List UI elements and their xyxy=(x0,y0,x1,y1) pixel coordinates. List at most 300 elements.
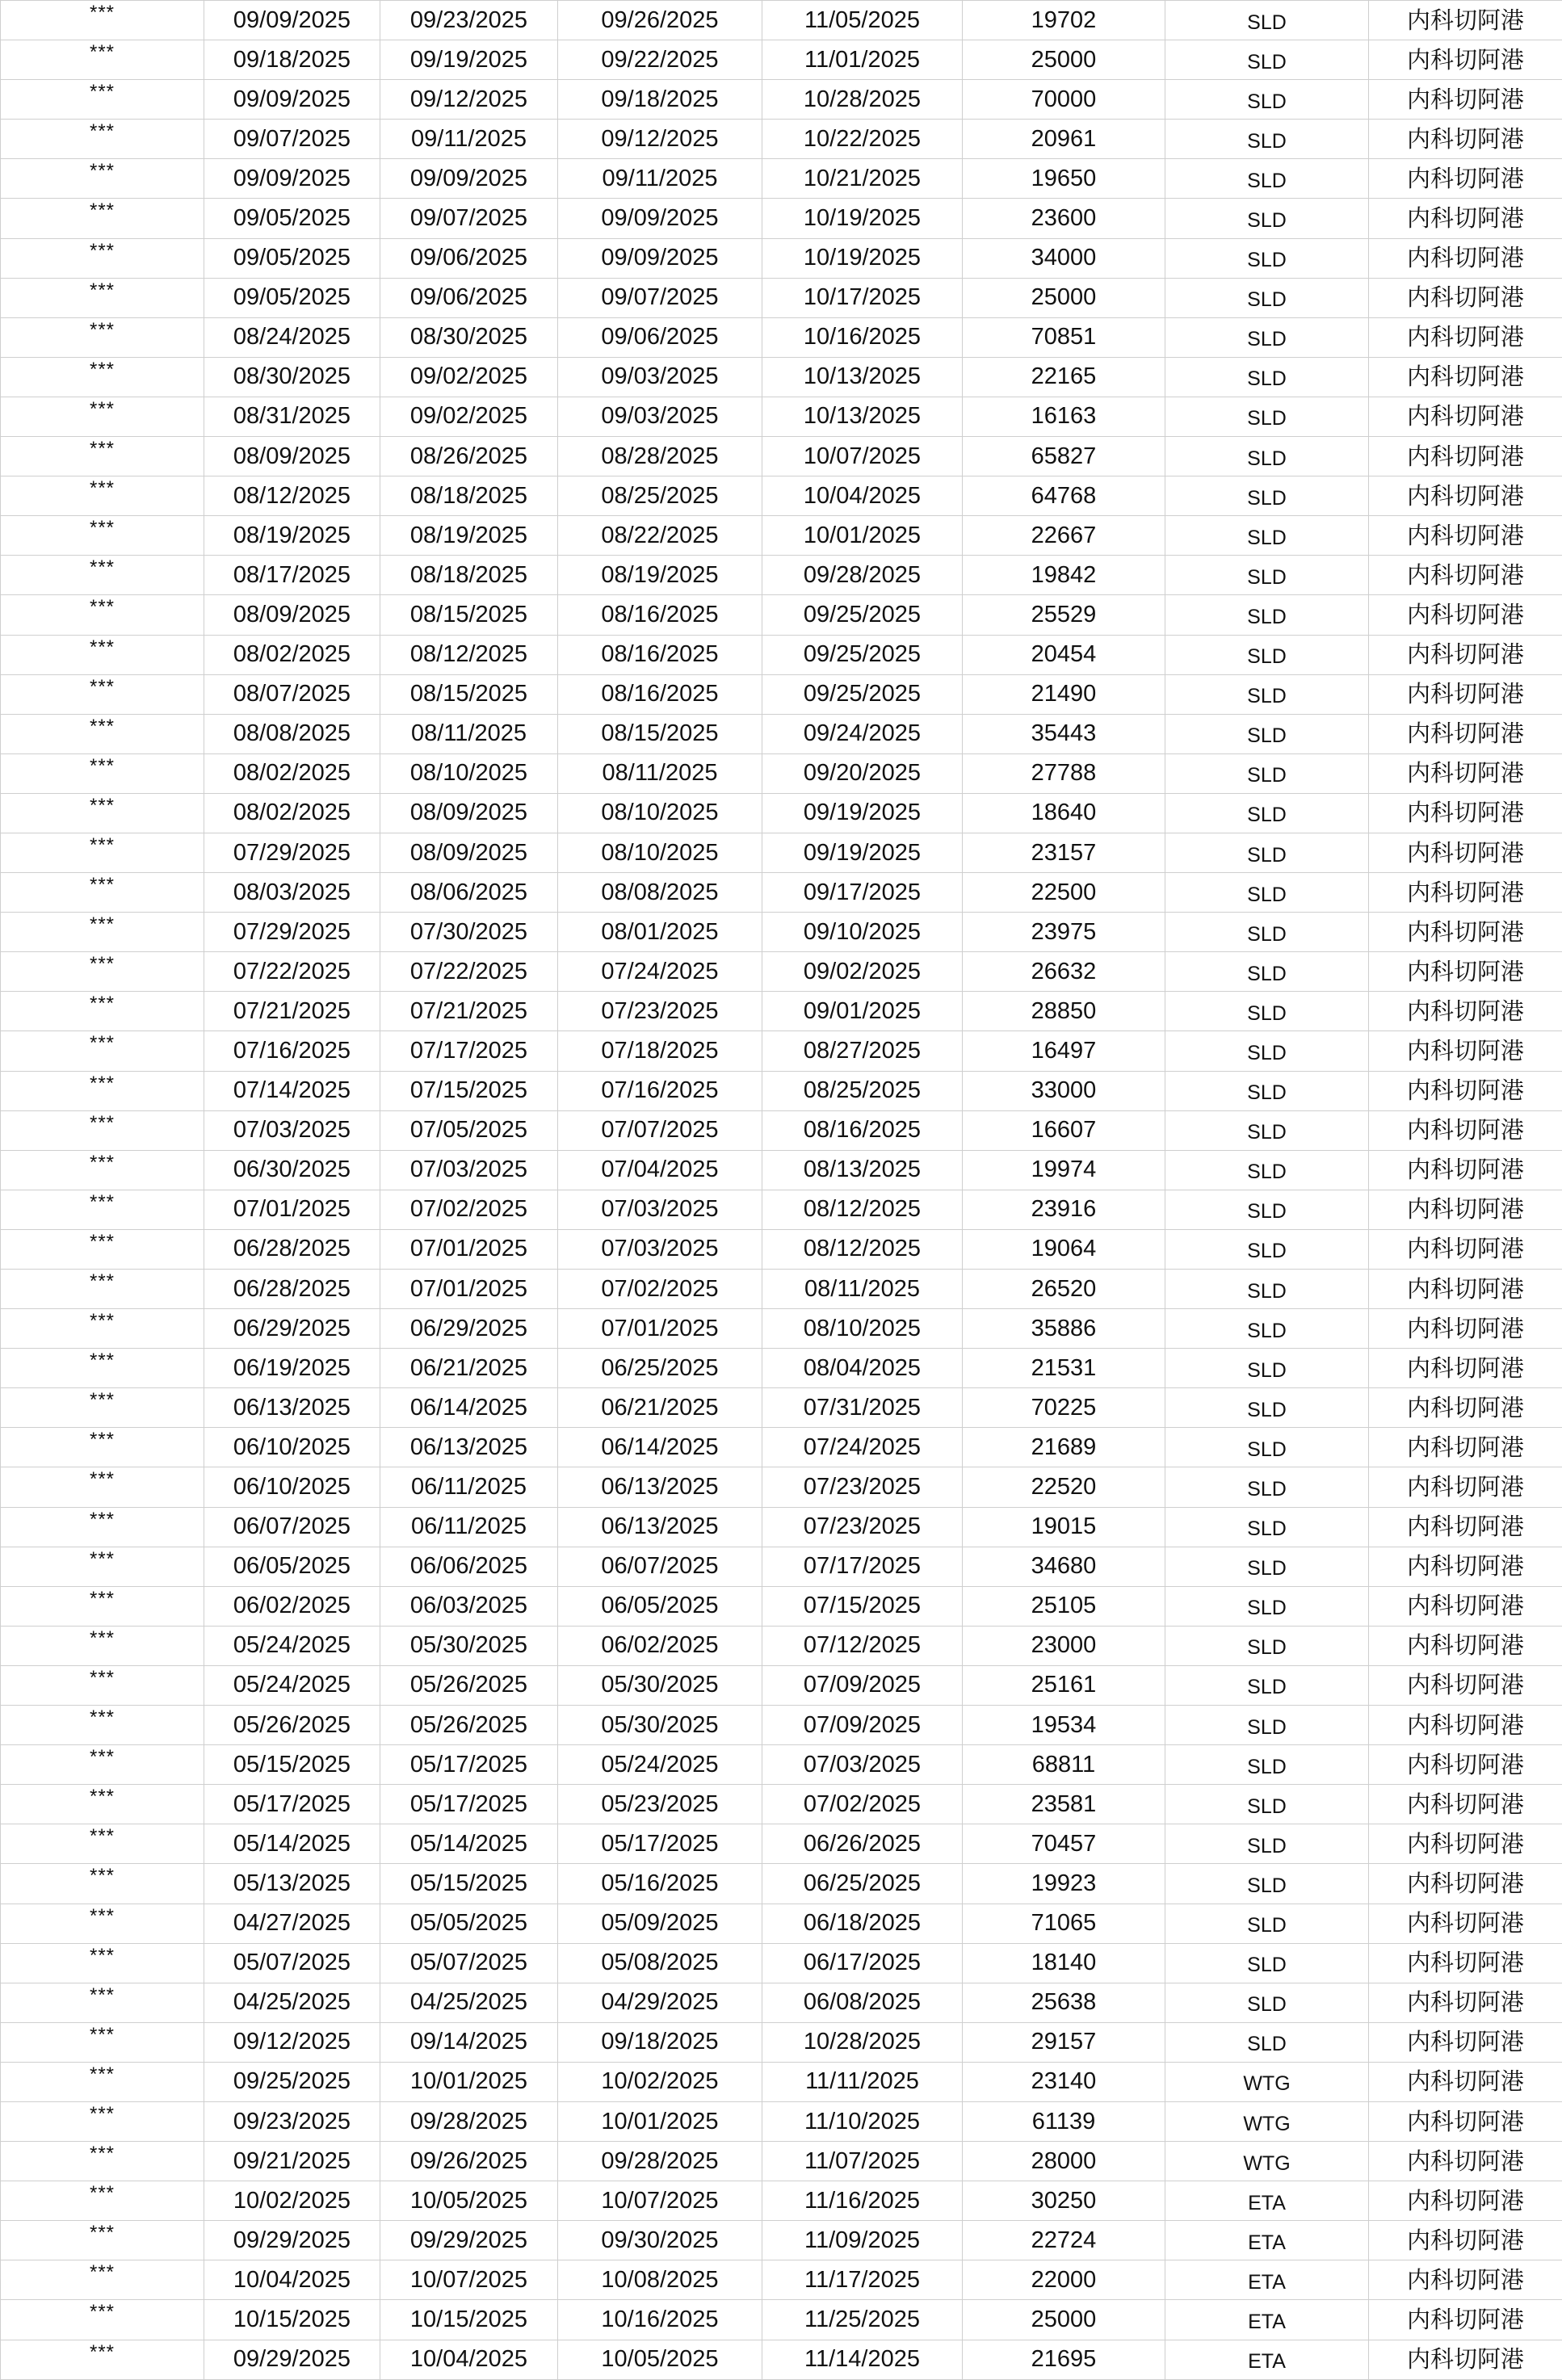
date-4-cell[interactable]: 10/07/2025 xyxy=(762,437,963,476)
date-4-cell[interactable]: 11/05/2025 xyxy=(762,1,963,40)
quantity-cell[interactable]: 28850 xyxy=(963,992,1165,1031)
masked-id-cell[interactable]: *** xyxy=(1,1428,204,1467)
date-3-cell[interactable]: 05/23/2025 xyxy=(558,1785,762,1824)
date-3-cell[interactable]: 07/23/2025 xyxy=(558,992,762,1031)
date-3-cell[interactable]: 09/03/2025 xyxy=(558,397,762,436)
masked-id-cell[interactable]: *** xyxy=(1,1270,204,1309)
date-4-cell[interactable]: 11/11/2025 xyxy=(762,2062,963,2101)
status-cell[interactable]: SLD xyxy=(1165,159,1369,199)
status-cell[interactable]: SLD xyxy=(1165,556,1369,595)
route-cell[interactable]: 内科切阿港 xyxy=(1369,1071,1562,1110)
status-cell[interactable]: SLD xyxy=(1165,1428,1369,1467)
date-3-cell[interactable]: 08/16/2025 xyxy=(558,635,762,674)
date-2-cell[interactable]: 08/11/2025 xyxy=(380,714,558,753)
route-cell[interactable]: 内科切阿港 xyxy=(1369,1507,1562,1547)
date-4-cell[interactable]: 11/14/2025 xyxy=(762,2340,963,2379)
date-3-cell[interactable]: 06/02/2025 xyxy=(558,1626,762,1665)
date-3-cell[interactable]: 05/09/2025 xyxy=(558,1904,762,1943)
date-1-cell[interactable]: 05/24/2025 xyxy=(204,1665,380,1705)
date-2-cell[interactable]: 05/14/2025 xyxy=(380,1824,558,1864)
quantity-cell[interactable]: 70851 xyxy=(963,317,1165,357)
date-2-cell[interactable]: 07/02/2025 xyxy=(380,1190,558,1229)
date-3-cell[interactable]: 08/16/2025 xyxy=(558,674,762,714)
route-cell[interactable]: 内科切阿港 xyxy=(1369,40,1562,80)
date-4-cell[interactable]: 10/19/2025 xyxy=(762,199,963,238)
quantity-cell[interactable]: 70000 xyxy=(963,80,1165,120)
date-1-cell[interactable]: 07/03/2025 xyxy=(204,1110,380,1150)
date-3-cell[interactable]: 09/09/2025 xyxy=(558,238,762,278)
quantity-cell[interactable]: 19702 xyxy=(963,1,1165,40)
date-2-cell[interactable]: 08/12/2025 xyxy=(380,635,558,674)
date-2-cell[interactable]: 06/06/2025 xyxy=(380,1547,558,1586)
status-cell[interactable]: SLD xyxy=(1165,595,1369,635)
status-cell[interactable]: SLD xyxy=(1165,1983,1369,2022)
status-cell[interactable]: SLD xyxy=(1165,1785,1369,1824)
date-4-cell[interactable]: 07/15/2025 xyxy=(762,1586,963,1626)
date-2-cell[interactable]: 08/10/2025 xyxy=(380,753,558,793)
quantity-cell[interactable]: 20961 xyxy=(963,120,1165,159)
route-cell[interactable]: 内科切阿港 xyxy=(1369,357,1562,397)
date-1-cell[interactable]: 10/02/2025 xyxy=(204,2181,380,2221)
status-cell[interactable]: SLD xyxy=(1165,1745,1369,1785)
date-2-cell[interactable]: 08/26/2025 xyxy=(380,437,558,476)
status-cell[interactable]: SLD xyxy=(1165,753,1369,793)
date-4-cell[interactable]: 11/25/2025 xyxy=(762,2300,963,2340)
masked-id-cell[interactable]: *** xyxy=(1,1309,204,1349)
quantity-cell[interactable]: 29157 xyxy=(963,2022,1165,2062)
route-cell[interactable]: 内科切阿港 xyxy=(1369,556,1562,595)
quantity-cell[interactable]: 23000 xyxy=(963,1626,1165,1665)
quantity-cell[interactable]: 68811 xyxy=(963,1745,1165,1785)
masked-id-cell[interactable]: *** xyxy=(1,437,204,476)
masked-id-cell[interactable]: *** xyxy=(1,397,204,436)
route-cell[interactable]: 内科切阿港 xyxy=(1369,1190,1562,1229)
date-2-cell[interactable]: 09/06/2025 xyxy=(380,238,558,278)
date-2-cell[interactable]: 06/29/2025 xyxy=(380,1309,558,1349)
quantity-cell[interactable]: 61139 xyxy=(963,2101,1165,2141)
date-3-cell[interactable]: 08/16/2025 xyxy=(558,595,762,635)
route-cell[interactable]: 内科切阿港 xyxy=(1369,833,1562,872)
date-3-cell[interactable]: 06/14/2025 xyxy=(558,1428,762,1467)
status-cell[interactable]: SLD xyxy=(1165,1824,1369,1864)
quantity-cell[interactable]: 71065 xyxy=(963,1904,1165,1943)
date-1-cell[interactable]: 05/14/2025 xyxy=(204,1824,380,1864)
quantity-cell[interactable]: 25000 xyxy=(963,2300,1165,2340)
status-cell[interactable]: SLD xyxy=(1165,714,1369,753)
date-3-cell[interactable]: 06/21/2025 xyxy=(558,1388,762,1428)
date-3-cell[interactable]: 09/07/2025 xyxy=(558,278,762,317)
route-cell[interactable]: 内科切阿港 xyxy=(1369,476,1562,516)
masked-id-cell[interactable]: *** xyxy=(1,1745,204,1785)
quantity-cell[interactable]: 70225 xyxy=(963,1388,1165,1428)
date-4-cell[interactable]: 08/10/2025 xyxy=(762,1309,963,1349)
date-3-cell[interactable]: 10/07/2025 xyxy=(558,2181,762,2221)
route-cell[interactable]: 内科切阿港 xyxy=(1369,1706,1562,1745)
masked-id-cell[interactable]: *** xyxy=(1,1349,204,1388)
route-cell[interactable]: 内科切阿港 xyxy=(1369,1349,1562,1388)
date-4-cell[interactable]: 09/19/2025 xyxy=(762,793,963,833)
masked-id-cell[interactable]: *** xyxy=(1,2181,204,2221)
date-2-cell[interactable]: 05/05/2025 xyxy=(380,1904,558,1943)
status-cell[interactable]: SLD xyxy=(1165,120,1369,159)
route-cell[interactable]: 内科切阿港 xyxy=(1369,159,1562,199)
route-cell[interactable]: 内科切阿港 xyxy=(1369,1309,1562,1349)
route-cell[interactable]: 内科切阿港 xyxy=(1369,516,1562,556)
status-cell[interactable]: SLD xyxy=(1165,40,1369,80)
date-4-cell[interactable]: 07/31/2025 xyxy=(762,1388,963,1428)
date-3-cell[interactable]: 08/10/2025 xyxy=(558,793,762,833)
status-cell[interactable]: SLD xyxy=(1165,317,1369,357)
masked-id-cell[interactable]: *** xyxy=(1,1586,204,1626)
masked-id-cell[interactable]: *** xyxy=(1,1388,204,1428)
masked-id-cell[interactable]: *** xyxy=(1,1071,204,1110)
masked-id-cell[interactable]: *** xyxy=(1,238,204,278)
date-3-cell[interactable]: 06/13/2025 xyxy=(558,1507,762,1547)
date-4-cell[interactable]: 08/11/2025 xyxy=(762,1270,963,1309)
date-2-cell[interactable]: 08/30/2025 xyxy=(380,317,558,357)
route-cell[interactable]: 内科切阿港 xyxy=(1369,1904,1562,1943)
date-1-cell[interactable]: 06/07/2025 xyxy=(204,1507,380,1547)
route-cell[interactable]: 内科切阿港 xyxy=(1369,1428,1562,1467)
quantity-cell[interactable]: 27788 xyxy=(963,753,1165,793)
date-3-cell[interactable]: 08/22/2025 xyxy=(558,516,762,556)
date-4-cell[interactable]: 09/28/2025 xyxy=(762,556,963,595)
date-3-cell[interactable]: 09/03/2025 xyxy=(558,357,762,397)
date-2-cell[interactable]: 07/22/2025 xyxy=(380,952,558,992)
masked-id-cell[interactable]: *** xyxy=(1,317,204,357)
date-1-cell[interactable]: 06/02/2025 xyxy=(204,1586,380,1626)
status-cell[interactable]: SLD xyxy=(1165,952,1369,992)
route-cell[interactable]: 内科切阿港 xyxy=(1369,1031,1562,1071)
date-1-cell[interactable]: 09/09/2025 xyxy=(204,80,380,120)
date-2-cell[interactable]: 09/29/2025 xyxy=(380,2221,558,2260)
quantity-cell[interactable]: 23916 xyxy=(963,1190,1165,1229)
date-3-cell[interactable]: 09/18/2025 xyxy=(558,80,762,120)
date-3-cell[interactable]: 06/13/2025 xyxy=(558,1467,762,1507)
date-4-cell[interactable]: 09/10/2025 xyxy=(762,913,963,952)
date-4-cell[interactable]: 08/12/2025 xyxy=(762,1190,963,1229)
date-3-cell[interactable]: 09/12/2025 xyxy=(558,120,762,159)
date-1-cell[interactable]: 09/09/2025 xyxy=(204,159,380,199)
quantity-cell[interactable]: 26632 xyxy=(963,952,1165,992)
date-2-cell[interactable]: 06/11/2025 xyxy=(380,1507,558,1547)
route-cell[interactable]: 内科切阿港 xyxy=(1369,1864,1562,1904)
masked-id-cell[interactable]: *** xyxy=(1,1824,204,1864)
date-3-cell[interactable]: 05/16/2025 xyxy=(558,1864,762,1904)
masked-id-cell[interactable]: *** xyxy=(1,1,204,40)
route-cell[interactable]: 内科切阿港 xyxy=(1369,595,1562,635)
route-cell[interactable]: 内科切阿港 xyxy=(1369,1,1562,40)
route-cell[interactable]: 内科切阿港 xyxy=(1369,317,1562,357)
route-cell[interactable]: 内科切阿港 xyxy=(1369,753,1562,793)
date-3-cell[interactable]: 09/30/2025 xyxy=(558,2221,762,2260)
date-1-cell[interactable]: 06/05/2025 xyxy=(204,1547,380,1586)
date-4-cell[interactable]: 11/10/2025 xyxy=(762,2101,963,2141)
date-1-cell[interactable]: 08/24/2025 xyxy=(204,317,380,357)
date-1-cell[interactable]: 05/26/2025 xyxy=(204,1706,380,1745)
date-2-cell[interactable]: 09/02/2025 xyxy=(380,357,558,397)
date-2-cell[interactable]: 08/06/2025 xyxy=(380,873,558,913)
date-4-cell[interactable]: 06/25/2025 xyxy=(762,1864,963,1904)
route-cell[interactable]: 内科切阿港 xyxy=(1369,1824,1562,1864)
date-2-cell[interactable]: 05/15/2025 xyxy=(380,1864,558,1904)
date-2-cell[interactable]: 05/17/2025 xyxy=(380,1785,558,1824)
status-cell[interactable]: ETA xyxy=(1165,2260,1369,2300)
masked-id-cell[interactable]: *** xyxy=(1,1665,204,1705)
date-4-cell[interactable]: 10/04/2025 xyxy=(762,476,963,516)
status-cell[interactable]: ETA xyxy=(1165,2340,1369,2379)
date-3-cell[interactable]: 09/06/2025 xyxy=(558,317,762,357)
quantity-cell[interactable]: 21531 xyxy=(963,1349,1165,1388)
date-2-cell[interactable]: 09/28/2025 xyxy=(380,2101,558,2141)
date-2-cell[interactable]: 10/15/2025 xyxy=(380,2300,558,2340)
date-4-cell[interactable]: 09/24/2025 xyxy=(762,714,963,753)
date-1-cell[interactable]: 04/25/2025 xyxy=(204,1983,380,2022)
quantity-cell[interactable]: 25105 xyxy=(963,1586,1165,1626)
date-4-cell[interactable]: 07/02/2025 xyxy=(762,1785,963,1824)
quantity-cell[interactable]: 35443 xyxy=(963,714,1165,753)
date-2-cell[interactable]: 08/19/2025 xyxy=(380,516,558,556)
date-2-cell[interactable]: 05/26/2025 xyxy=(380,1665,558,1705)
date-1-cell[interactable]: 06/28/2025 xyxy=(204,1229,380,1269)
date-1-cell[interactable]: 05/07/2025 xyxy=(204,1943,380,1983)
masked-id-cell[interactable]: *** xyxy=(1,1864,204,1904)
quantity-cell[interactable]: 23140 xyxy=(963,2062,1165,2101)
quantity-cell[interactable]: 19015 xyxy=(963,1507,1165,1547)
quantity-cell[interactable]: 26520 xyxy=(963,1270,1165,1309)
date-3-cell[interactable]: 09/11/2025 xyxy=(558,159,762,199)
masked-id-cell[interactable]: *** xyxy=(1,992,204,1031)
date-4-cell[interactable]: 07/23/2025 xyxy=(762,1507,963,1547)
masked-id-cell[interactable]: *** xyxy=(1,1626,204,1665)
quantity-cell[interactable]: 65827 xyxy=(963,437,1165,476)
date-4-cell[interactable]: 10/13/2025 xyxy=(762,397,963,436)
date-1-cell[interactable]: 08/02/2025 xyxy=(204,753,380,793)
date-2-cell[interactable]: 08/18/2025 xyxy=(380,476,558,516)
date-4-cell[interactable]: 10/21/2025 xyxy=(762,159,963,199)
date-3-cell[interactable]: 07/24/2025 xyxy=(558,952,762,992)
route-cell[interactable]: 内科切阿港 xyxy=(1369,2142,1562,2181)
date-4-cell[interactable]: 09/20/2025 xyxy=(762,753,963,793)
quantity-cell[interactable]: 16497 xyxy=(963,1031,1165,1071)
masked-id-cell[interactable]: *** xyxy=(1,1943,204,1983)
date-3-cell[interactable]: 05/17/2025 xyxy=(558,1824,762,1864)
masked-id-cell[interactable]: *** xyxy=(1,753,204,793)
masked-id-cell[interactable]: *** xyxy=(1,556,204,595)
status-cell[interactable]: SLD xyxy=(1165,1586,1369,1626)
status-cell[interactable]: SLD xyxy=(1165,397,1369,436)
route-cell[interactable]: 内科切阿港 xyxy=(1369,1785,1562,1824)
date-2-cell[interactable]: 08/09/2025 xyxy=(380,833,558,872)
date-4-cell[interactable]: 07/17/2025 xyxy=(762,1547,963,1586)
date-3-cell[interactable]: 10/16/2025 xyxy=(558,2300,762,2340)
quantity-cell[interactable]: 19974 xyxy=(963,1150,1165,1190)
date-3-cell[interactable]: 05/08/2025 xyxy=(558,1943,762,1983)
status-cell[interactable]: WTG xyxy=(1165,2062,1369,2101)
masked-id-cell[interactable]: *** xyxy=(1,1229,204,1269)
date-3-cell[interactable]: 07/02/2025 xyxy=(558,1270,762,1309)
route-cell[interactable]: 内科切阿港 xyxy=(1369,1388,1562,1428)
masked-id-cell[interactable]: *** xyxy=(1,1110,204,1150)
status-cell[interactable]: SLD xyxy=(1165,674,1369,714)
date-4-cell[interactable]: 11/16/2025 xyxy=(762,2181,963,2221)
date-2-cell[interactable]: 08/18/2025 xyxy=(380,556,558,595)
quantity-cell[interactable]: 19650 xyxy=(963,159,1165,199)
route-cell[interactable]: 内科切阿港 xyxy=(1369,2181,1562,2221)
date-4-cell[interactable]: 10/28/2025 xyxy=(762,2022,963,2062)
date-3-cell[interactable]: 10/05/2025 xyxy=(558,2340,762,2379)
date-2-cell[interactable]: 09/07/2025 xyxy=(380,199,558,238)
date-4-cell[interactable]: 08/27/2025 xyxy=(762,1031,963,1071)
date-3-cell[interactable]: 08/19/2025 xyxy=(558,556,762,595)
masked-id-cell[interactable]: *** xyxy=(1,1983,204,2022)
status-cell[interactable]: SLD xyxy=(1165,1467,1369,1507)
date-4-cell[interactable]: 10/16/2025 xyxy=(762,317,963,357)
masked-id-cell[interactable]: *** xyxy=(1,595,204,635)
masked-id-cell[interactable]: *** xyxy=(1,2260,204,2300)
date-1-cell[interactable]: 05/15/2025 xyxy=(204,1745,380,1785)
date-4-cell[interactable]: 10/13/2025 xyxy=(762,357,963,397)
route-cell[interactable]: 内科切阿港 xyxy=(1369,238,1562,278)
masked-id-cell[interactable]: *** xyxy=(1,1706,204,1745)
date-4-cell[interactable]: 08/13/2025 xyxy=(762,1150,963,1190)
route-cell[interactable]: 内科切阿港 xyxy=(1369,793,1562,833)
quantity-cell[interactable]: 22165 xyxy=(963,357,1165,397)
date-2-cell[interactable]: 05/17/2025 xyxy=(380,1745,558,1785)
masked-id-cell[interactable]: *** xyxy=(1,120,204,159)
quantity-cell[interactable]: 25000 xyxy=(963,278,1165,317)
date-4-cell[interactable]: 06/17/2025 xyxy=(762,1943,963,1983)
date-4-cell[interactable]: 11/07/2025 xyxy=(762,2142,963,2181)
date-2-cell[interactable]: 05/30/2025 xyxy=(380,1626,558,1665)
date-3-cell[interactable]: 08/11/2025 xyxy=(558,753,762,793)
date-4-cell[interactable]: 07/09/2025 xyxy=(762,1665,963,1705)
status-cell[interactable]: SLD xyxy=(1165,516,1369,556)
date-4-cell[interactable]: 07/24/2025 xyxy=(762,1428,963,1467)
route-cell[interactable]: 内科切阿港 xyxy=(1369,952,1562,992)
quantity-cell[interactable]: 19842 xyxy=(963,556,1165,595)
date-1-cell[interactable]: 08/09/2025 xyxy=(204,595,380,635)
masked-id-cell[interactable]: *** xyxy=(1,1547,204,1586)
date-4-cell[interactable]: 11/17/2025 xyxy=(762,2260,963,2300)
route-cell[interactable]: 内科切阿港 xyxy=(1369,1229,1562,1269)
date-2-cell[interactable]: 04/25/2025 xyxy=(380,1983,558,2022)
quantity-cell[interactable]: 70457 xyxy=(963,1824,1165,1864)
status-cell[interactable]: ETA xyxy=(1165,2181,1369,2221)
date-1-cell[interactable]: 05/24/2025 xyxy=(204,1626,380,1665)
date-3-cell[interactable]: 05/24/2025 xyxy=(558,1745,762,1785)
date-4-cell[interactable]: 09/01/2025 xyxy=(762,992,963,1031)
route-cell[interactable]: 内科切阿港 xyxy=(1369,80,1562,120)
date-2-cell[interactable]: 10/05/2025 xyxy=(380,2181,558,2221)
date-1-cell[interactable]: 05/13/2025 xyxy=(204,1864,380,1904)
masked-id-cell[interactable]: *** xyxy=(1,913,204,952)
date-3-cell[interactable]: 07/16/2025 xyxy=(558,1071,762,1110)
status-cell[interactable]: SLD xyxy=(1165,476,1369,516)
date-4-cell[interactable]: 07/09/2025 xyxy=(762,1706,963,1745)
quantity-cell[interactable]: 22000 xyxy=(963,2260,1165,2300)
date-2-cell[interactable]: 06/13/2025 xyxy=(380,1428,558,1467)
date-1-cell[interactable]: 10/15/2025 xyxy=(204,2300,380,2340)
date-1-cell[interactable]: 09/12/2025 xyxy=(204,2022,380,2062)
route-cell[interactable]: 内科切阿港 xyxy=(1369,1745,1562,1785)
date-4-cell[interactable]: 10/22/2025 xyxy=(762,120,963,159)
date-3-cell[interactable]: 09/09/2025 xyxy=(558,199,762,238)
date-1-cell[interactable]: 09/07/2025 xyxy=(204,120,380,159)
date-3-cell[interactable]: 10/02/2025 xyxy=(558,2062,762,2101)
quantity-cell[interactable]: 23600 xyxy=(963,199,1165,238)
date-2-cell[interactable]: 07/01/2025 xyxy=(380,1270,558,1309)
quantity-cell[interactable]: 19534 xyxy=(963,1706,1165,1745)
date-3-cell[interactable]: 08/28/2025 xyxy=(558,437,762,476)
status-cell[interactable]: SLD xyxy=(1165,1507,1369,1547)
date-2-cell[interactable]: 09/06/2025 xyxy=(380,278,558,317)
quantity-cell[interactable]: 21490 xyxy=(963,674,1165,714)
quantity-cell[interactable]: 22500 xyxy=(963,873,1165,913)
quantity-cell[interactable]: 25529 xyxy=(963,595,1165,635)
masked-id-cell[interactable]: *** xyxy=(1,1190,204,1229)
route-cell[interactable]: 内科切阿港 xyxy=(1369,278,1562,317)
date-1-cell[interactable]: 06/13/2025 xyxy=(204,1388,380,1428)
status-cell[interactable]: SLD xyxy=(1165,635,1369,674)
date-1-cell[interactable]: 08/31/2025 xyxy=(204,397,380,436)
status-cell[interactable]: SLD xyxy=(1165,199,1369,238)
date-1-cell[interactable]: 09/25/2025 xyxy=(204,2062,380,2101)
masked-id-cell[interactable]: *** xyxy=(1,476,204,516)
route-cell[interactable]: 内科切阿港 xyxy=(1369,1626,1562,1665)
date-2-cell[interactable]: 07/01/2025 xyxy=(380,1229,558,1269)
date-1-cell[interactable]: 05/17/2025 xyxy=(204,1785,380,1824)
date-4-cell[interactable]: 06/08/2025 xyxy=(762,1983,963,2022)
date-4-cell[interactable]: 06/18/2025 xyxy=(762,1904,963,1943)
date-2-cell[interactable]: 06/14/2025 xyxy=(380,1388,558,1428)
status-cell[interactable]: SLD xyxy=(1165,1943,1369,1983)
date-3-cell[interactable]: 10/08/2025 xyxy=(558,2260,762,2300)
route-cell[interactable]: 内科切阿港 xyxy=(1369,397,1562,436)
date-4-cell[interactable]: 07/23/2025 xyxy=(762,1467,963,1507)
date-1-cell[interactable]: 09/05/2025 xyxy=(204,278,380,317)
masked-id-cell[interactable]: *** xyxy=(1,1467,204,1507)
status-cell[interactable]: SLD xyxy=(1165,278,1369,317)
masked-id-cell[interactable]: *** xyxy=(1,952,204,992)
date-1-cell[interactable]: 09/29/2025 xyxy=(204,2340,380,2379)
quantity-cell[interactable]: 22667 xyxy=(963,516,1165,556)
masked-id-cell[interactable]: *** xyxy=(1,199,204,238)
date-3-cell[interactable]: 04/29/2025 xyxy=(558,1983,762,2022)
date-1-cell[interactable]: 08/07/2025 xyxy=(204,674,380,714)
date-2-cell[interactable]: 07/17/2025 xyxy=(380,1031,558,1071)
masked-id-cell[interactable]: *** xyxy=(1,2142,204,2181)
route-cell[interactable]: 内科切阿港 xyxy=(1369,635,1562,674)
date-2-cell[interactable]: 07/30/2025 xyxy=(380,913,558,952)
status-cell[interactable]: SLD xyxy=(1165,992,1369,1031)
status-cell[interactable]: SLD xyxy=(1165,2022,1369,2062)
date-1-cell[interactable]: 09/23/2025 xyxy=(204,2101,380,2141)
status-cell[interactable]: WTG xyxy=(1165,2142,1369,2181)
date-1-cell[interactable]: 07/01/2025 xyxy=(204,1190,380,1229)
quantity-cell[interactable]: 18140 xyxy=(963,1943,1165,1983)
date-4-cell[interactable]: 09/02/2025 xyxy=(762,952,963,992)
quantity-cell[interactable]: 23157 xyxy=(963,833,1165,872)
quantity-cell[interactable]: 34000 xyxy=(963,238,1165,278)
status-cell[interactable]: SLD xyxy=(1165,1150,1369,1190)
date-2-cell[interactable]: 07/21/2025 xyxy=(380,992,558,1031)
status-cell[interactable]: SLD xyxy=(1165,1388,1369,1428)
masked-id-cell[interactable]: *** xyxy=(1,674,204,714)
quantity-cell[interactable]: 19064 xyxy=(963,1229,1165,1269)
route-cell[interactable]: 内科切阿港 xyxy=(1369,1983,1562,2022)
status-cell[interactable]: SLD xyxy=(1165,1270,1369,1309)
